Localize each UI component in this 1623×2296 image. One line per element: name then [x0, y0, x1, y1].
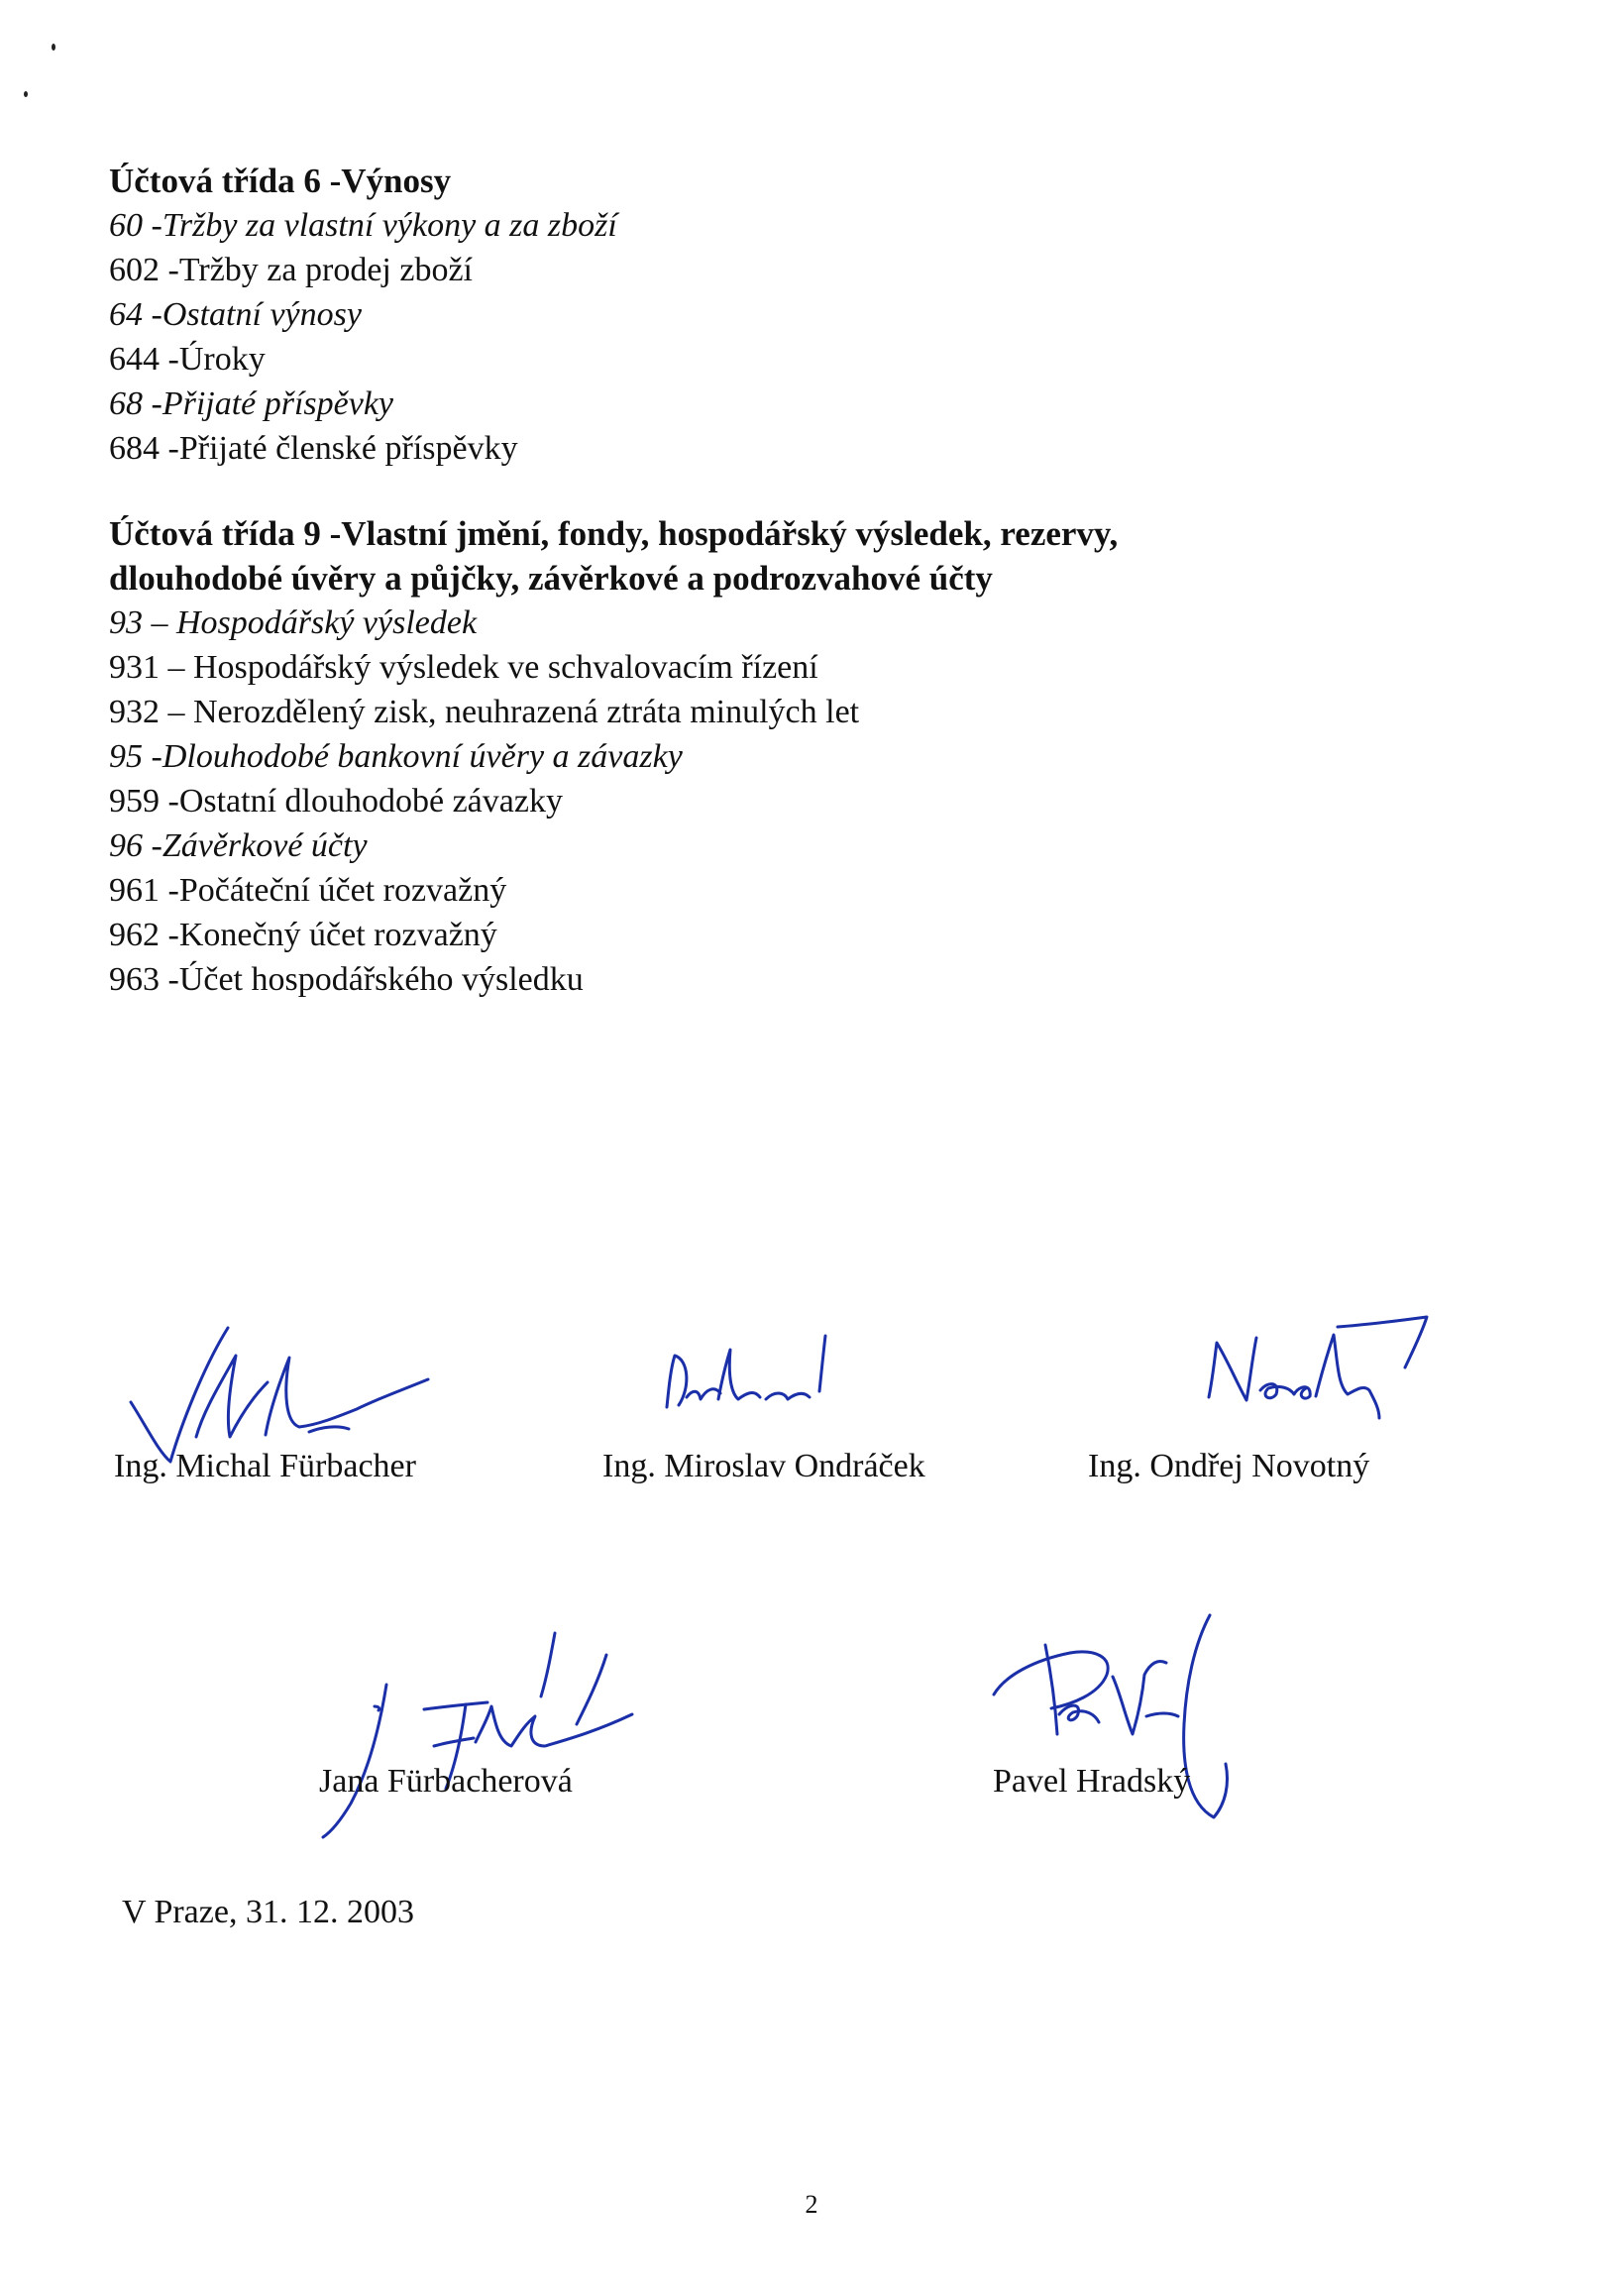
scan-speck — [52, 44, 55, 51]
signatory-name: Jana Fürbacherová — [319, 1763, 573, 1800]
signatory-name: Ing. Ondřej Novotný — [1088, 1448, 1370, 1484]
account-class-6 — [109, 159, 1377, 471]
place-and-date: V Praze, 31. 12. 2003 — [122, 1894, 414, 1930]
signature-fuerbacher — [119, 1318, 456, 1467]
account-line: 932 – Nerozdělený zisk, neuhrazená ztráta minulých let — [109, 694, 860, 730]
signatory-name: Ing. Miroslav Ondráček — [602, 1448, 925, 1484]
account-line: 931 – Hospodářský výsledek ve schvalovacím řízení — [109, 649, 818, 686]
signature-fuerbacherova — [268, 1625, 644, 1843]
signatory-name: Pavel Hradský — [993, 1763, 1191, 1800]
account-line: 602 -Tržby za prodej zboží — [109, 252, 473, 288]
account-group-line: 96 -Závěrkové účty — [109, 827, 368, 864]
scan-speck — [24, 91, 28, 97]
signature-ondracek — [659, 1328, 857, 1427]
signatory-name: Ing. Michal Fürbacher — [114, 1448, 416, 1484]
account-line: 684 -Přijaté členské příspěvky — [109, 430, 518, 467]
account-line: 959 -Ostatní dlouhodobé závazky — [109, 783, 563, 820]
account-line: 963 -Účet hospodářského výsledku — [109, 961, 584, 998]
account-group-line: 68 -Přijaté příspěvky — [109, 385, 394, 422]
section-heading — [109, 159, 1377, 203]
account-group-line: 93 – Hospodářský výsledek — [109, 604, 478, 641]
heading-line: Účtová třída 9 -Vlastní jmění, fondy, hospodářský výsledek, rezervy, — [109, 514, 1119, 553]
heading-line: dlouhodobé úvěry a půjčky, závěrkové a podrozvahové účty — [109, 559, 993, 598]
heading-line: Účtová třída 6 -Výnosy — [109, 162, 452, 200]
signature-novotny — [1189, 1313, 1437, 1422]
account-group-line: 95 -Dlouhodobé bankovní úvěry a závazky — [109, 738, 683, 775]
account-line: 961 -Počáteční účet rozvažný — [109, 872, 507, 909]
section-heading — [109, 511, 1377, 601]
page-number: 2 — [805, 2190, 818, 2219]
account-group-line: 64 -Ostatní výnosy — [109, 296, 362, 333]
account-group-line: 60 -Tržby za vlastní výkony a za zboží — [109, 207, 617, 244]
account-line: 962 -Konečný účet rozvažný — [109, 917, 497, 953]
account-line: 644 -Úroky — [109, 341, 266, 378]
account-class-9 — [109, 511, 1377, 1002]
